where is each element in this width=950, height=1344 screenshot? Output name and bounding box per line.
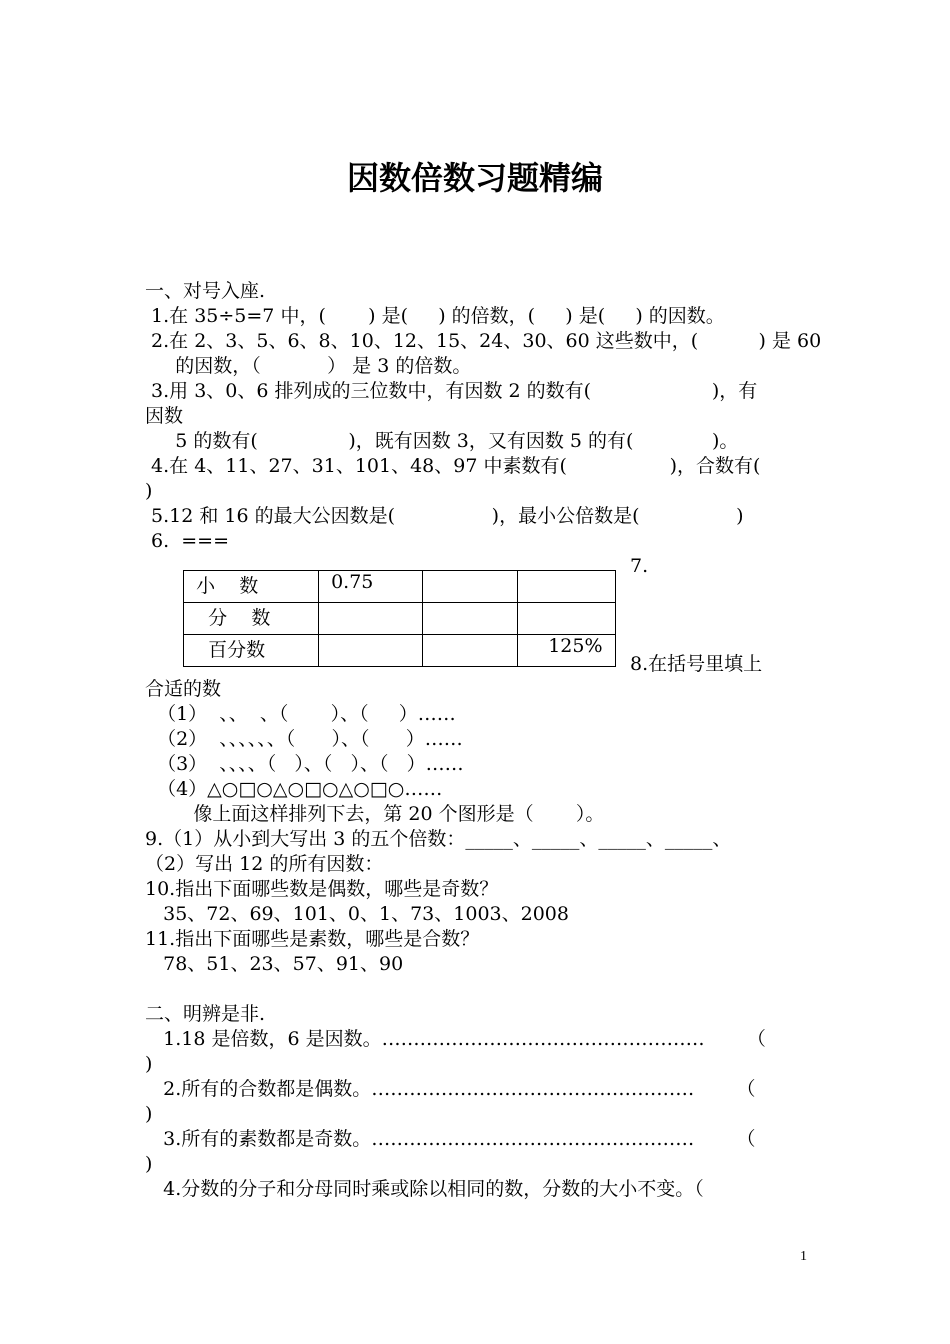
question-line: ) bbox=[145, 480, 153, 502]
question-line: 2.在 2、3、5、6、8、10、12、15、24、30、60 这些数中，( ) 是 60 bbox=[145, 330, 822, 352]
fill-line: 像上面这样排列下去，第 20 个图形是（ ）。 bbox=[145, 803, 605, 825]
question-line: 1.在 35÷5=7 中，( ) 是( ) 的倍数，( ) 是( ) 的因数。 bbox=[145, 305, 725, 327]
question-line: 11.指出下面哪些是素数，哪些是合数？ bbox=[145, 928, 480, 950]
question-line: 的因数，（ ） 是 3 的倍数。 bbox=[145, 355, 472, 377]
table-cell bbox=[518, 571, 616, 603]
q7-label: 7. bbox=[630, 555, 649, 577]
question-line: 10.指出下面哪些数是偶数，哪些是奇数？ bbox=[145, 878, 499, 900]
table-cell bbox=[319, 635, 423, 667]
table-row bbox=[184, 603, 616, 635]
table-cell bbox=[423, 635, 518, 667]
table-cell: 百分数 bbox=[184, 635, 319, 667]
table-cell: 125% bbox=[518, 635, 616, 667]
table-cell bbox=[518, 603, 616, 635]
fill-line: （3） 、、、、（ ）、（ ）、（ ）…… bbox=[145, 753, 464, 775]
judge-line: 1.18 是倍数，6 是因数。…………………………………………… （ bbox=[145, 1028, 766, 1050]
section1-heading: 一、对号入座. bbox=[145, 280, 266, 302]
q8-label: 8.在括号里填上 bbox=[630, 653, 763, 675]
fill-line: （1） 、、 、（ ）、（ ）…… bbox=[145, 703, 456, 725]
table-row bbox=[184, 571, 616, 603]
judge-line: 2.所有的合数都是偶数。…………………………………………… （ bbox=[145, 1078, 756, 1100]
fill-line: （4）△○□○△○□○△○□○…… bbox=[145, 778, 443, 800]
table-cell: 小 数 bbox=[184, 571, 319, 603]
fill-line: （2） 、、、、、、（ ）、（ ）…… bbox=[145, 728, 463, 750]
judge-line: 3.所有的素数都是奇数。…………………………………………… （ bbox=[145, 1128, 756, 1150]
section2-heading: 二、明辨是非. bbox=[145, 1003, 266, 1025]
question-line: 4.在 4、11、27、31、101、48、97 中素数有( )，合数有( bbox=[145, 455, 761, 477]
table-cell: 分 数 bbox=[184, 603, 319, 635]
question-line: 6. === bbox=[145, 530, 230, 552]
table-cell bbox=[423, 571, 518, 603]
judge-line: ) bbox=[145, 1153, 153, 1175]
table-row bbox=[184, 635, 616, 667]
question-line: 3.用 3、0、6 排列成的三位数中，有因数 2 的数有( )，有 bbox=[145, 380, 758, 402]
question-line: 5.12 和 16 的最大公因数是( )，最小公倍数是( ) bbox=[145, 505, 744, 527]
judge-line: ) bbox=[145, 1103, 153, 1125]
table-cell bbox=[423, 603, 518, 635]
question-line: 5 的数有( )，既有因数 3，又有因数 5 的有( )。 bbox=[145, 430, 739, 452]
page-title: 因数倍数习题精编 bbox=[346, 159, 603, 197]
table-cell: 0.75 bbox=[319, 571, 423, 603]
question-line: 因数 bbox=[145, 405, 184, 427]
conversion-table bbox=[183, 570, 616, 667]
question-line: 9.（1）从小到大写出 3 的五个倍数：_____、_____、_____、_____、 bbox=[145, 828, 732, 850]
table-cell bbox=[319, 603, 423, 635]
judge-line: 4.分数的分子和分母同时乘或除以相同的数，分数的大小不变。（ bbox=[145, 1178, 704, 1200]
question-line: 35、72、69、101、0、1、73、1003、2008 bbox=[145, 903, 569, 925]
question-line: （2）写出 12 的所有因数： bbox=[145, 853, 384, 875]
judge-line: ) bbox=[145, 1053, 153, 1075]
q8-continuation: 合适的数 bbox=[145, 678, 222, 700]
page-number: 1 bbox=[800, 1249, 807, 1264]
question-line: 78、51、23、57、91、90 bbox=[145, 953, 404, 975]
